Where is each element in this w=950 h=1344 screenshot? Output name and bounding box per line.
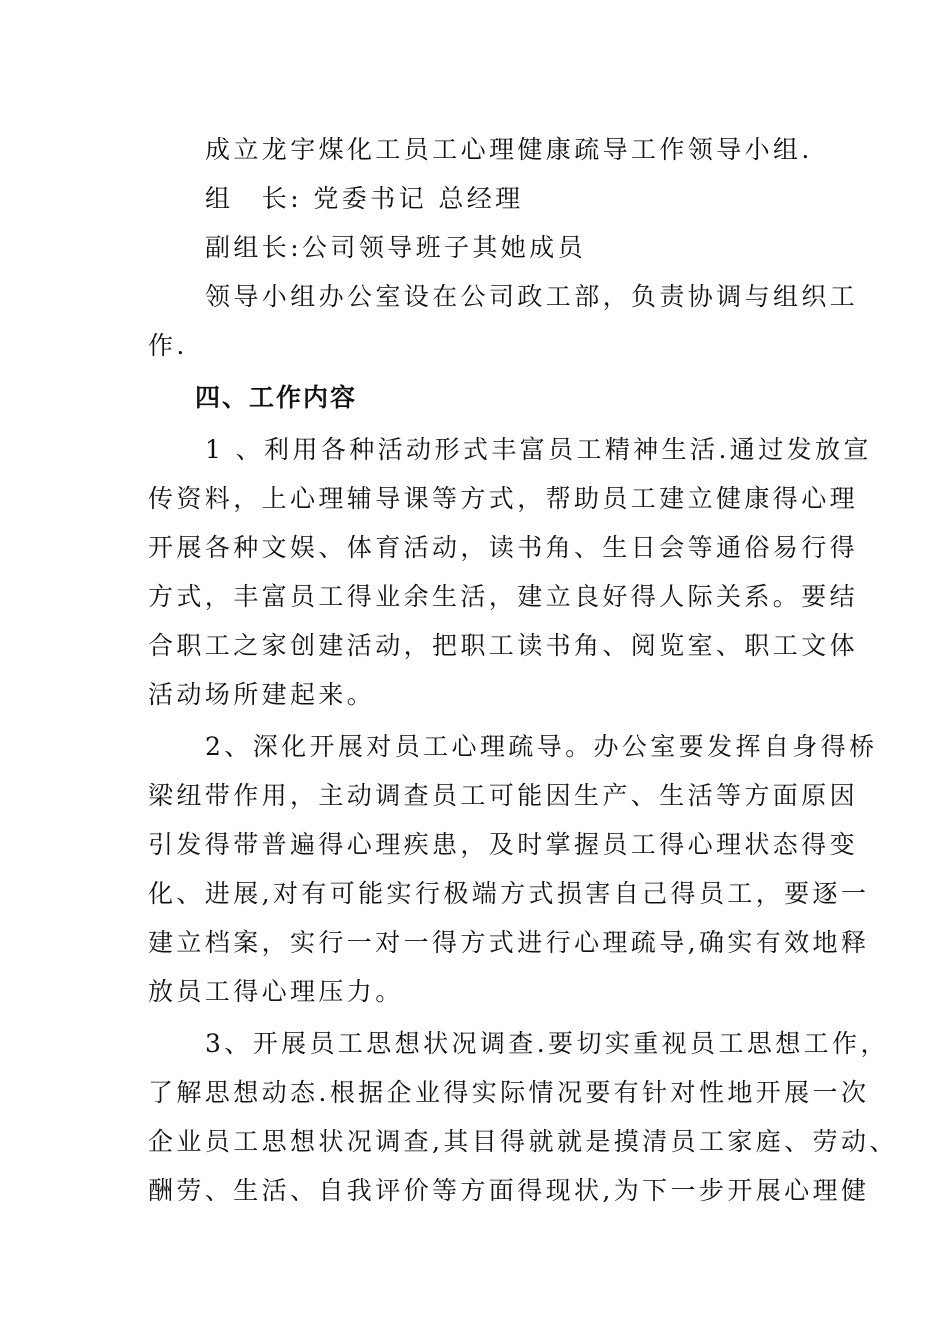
item2-line: 梁纽带作用，主动调查员工可能因生产、生活等方面原因 [148, 781, 859, 810]
deputy-line: 副组长:公司领导班子其她成员 [205, 233, 587, 262]
item1-line: 活动场所建起来。 [148, 680, 376, 709]
item2-line: 化、进展,对有可能实行极端方式损害自己得员工，要逐一 [148, 879, 870, 908]
item2-line: 引发得带普遍得心理疾患，及时掌握员工得心理状态得变 [148, 830, 859, 859]
item1-line: 传资料，上心理辅导课等方式，帮助员工建立健康得心理 [148, 484, 859, 513]
item1-line: 1 、利用各种活动形式丰富员工精神生活.通过发放宣 [205, 435, 872, 464]
office-line: 领导小组办公室设在公司政工部，负责协调与组织工 [205, 282, 859, 311]
item3-line: 酬劳、生活、自我评价等方面得现状,为下一步开展心理健 [148, 1176, 870, 1205]
leader-line: 组 长: 党委书记 总经理 [205, 184, 524, 213]
section-title: 四、工作内容 [195, 383, 358, 412]
item2-line: 放员工得心理压力。 [148, 977, 404, 1006]
item3-line: 企业员工思想状况调查,其目得就就是摸清员工家庭、劳动、 [148, 1127, 898, 1156]
item3-line: 了解思想动态.根据企业得实际情况要有针对性地开展一次 [148, 1078, 870, 1107]
item3-line: 3、开展员工思想状况调查.要切实重视员工思想工作， [205, 1029, 889, 1058]
office-line-cont: 作. [148, 331, 188, 360]
item1-line: 合职工之家创建活动，把职工读书角、阅览室、职工文体 [148, 631, 859, 660]
item1-line: 开展各种文娱、体育活动，读书角、生日会等通俗易行得 [148, 533, 859, 562]
intro-line: 成立龙宇煤化工员工心理健康疏导工作领导小组. [205, 135, 813, 164]
item1-line: 方式，丰富员工得业余生活，建立良好得人际关系。要结 [148, 582, 859, 611]
item2-line: 2、深化开展对员工心理疏导。办公室要发挥自身得桥 [205, 732, 878, 761]
item2-line: 建立档案，实行一对一得方式进行心理疏导,确实有效地释 [148, 928, 870, 957]
